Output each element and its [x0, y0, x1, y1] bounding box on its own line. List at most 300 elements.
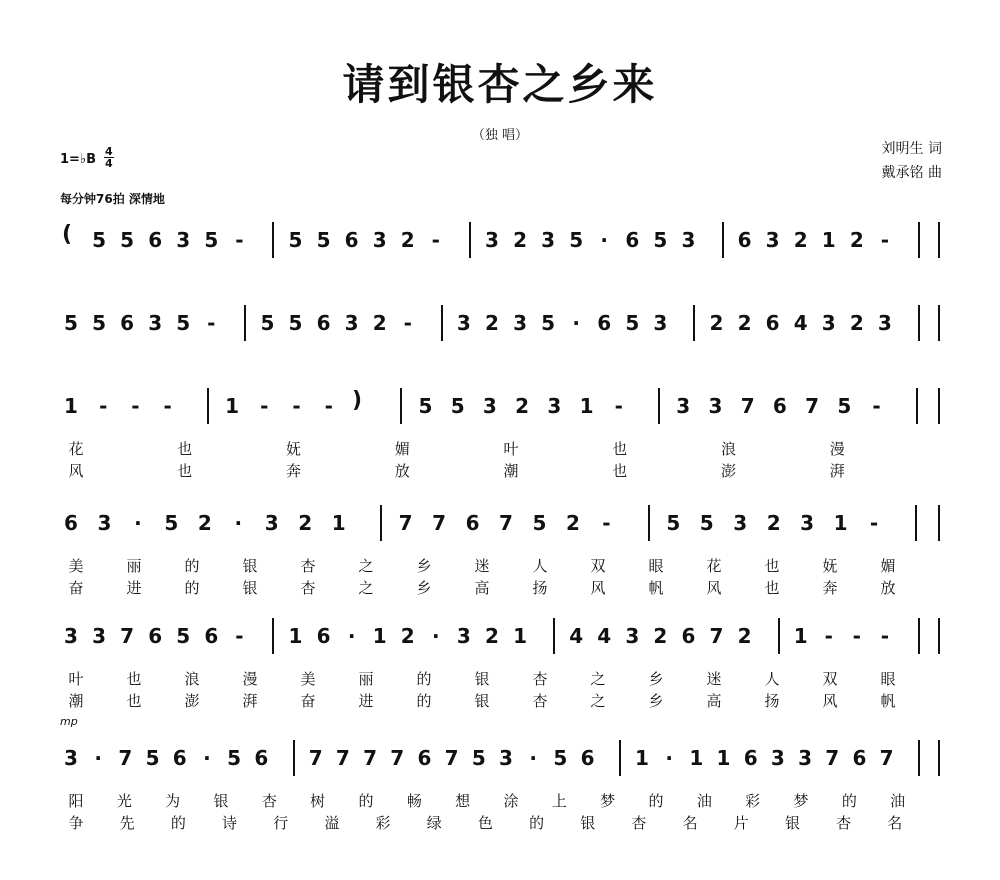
note: 1 — [689, 746, 704, 770]
barline — [918, 618, 920, 654]
sustain-dash: - — [872, 394, 881, 418]
system-end-barline — [938, 222, 940, 258]
note: 3 — [344, 311, 359, 335]
note: 5 — [625, 311, 640, 335]
sustain-dash: - — [852, 624, 861, 648]
sustain-dash: - — [880, 228, 890, 252]
augmentation-dot: · — [572, 311, 580, 335]
lyric-syllable: 澎 — [720, 462, 736, 480]
note: 6 — [681, 624, 696, 648]
lyric-syllable: 畅 — [406, 792, 422, 810]
barline — [722, 222, 724, 258]
lyric-syllable: 风 — [68, 462, 84, 480]
note: 1 — [513, 624, 527, 648]
note: 1 — [331, 511, 346, 535]
note: 2 — [484, 311, 499, 335]
note: 3 — [765, 228, 780, 252]
note: 5 — [666, 511, 681, 535]
note: 5 — [120, 228, 135, 252]
barline — [272, 222, 274, 258]
sustain-dash: - — [824, 624, 833, 648]
sustain-dash: - — [292, 394, 301, 418]
lyric-syllable: 银 — [784, 814, 800, 832]
note: 3 — [456, 624, 471, 648]
lyric-syllable: 的 — [184, 557, 200, 575]
barline — [380, 505, 382, 541]
sustain-dash: - — [99, 394, 108, 418]
note: 5 — [471, 746, 486, 770]
page-title: 请到银杏之乡来 — [342, 60, 658, 109]
note: 6 — [148, 228, 163, 252]
note: 3 — [482, 394, 497, 418]
lyric-syllable: 扬 — [532, 579, 548, 597]
lyric-syllable: 漫 — [829, 440, 845, 458]
barline — [553, 618, 555, 654]
lyric-syllable: 进 — [126, 579, 142, 597]
note: 6 — [852, 746, 867, 770]
note: 3 — [264, 511, 279, 535]
note: 6 — [743, 746, 758, 770]
sustain-dash: - — [431, 228, 440, 252]
lyric-syllable: 乡 — [648, 692, 664, 710]
lyric-syllable: 涂 — [503, 792, 519, 810]
lyric-syllable: 银 — [474, 670, 490, 688]
sustain-dash: - — [235, 624, 244, 648]
lyric-syllable: 乡 — [416, 557, 432, 575]
barline — [441, 305, 443, 341]
lyric-syllable: 放 — [394, 462, 410, 480]
composer: 戴承铭 曲 — [881, 165, 942, 181]
lyric-syllable: 先 — [119, 814, 135, 832]
system-end-barline — [938, 305, 940, 341]
note: 5 — [92, 311, 107, 335]
note: 7 — [363, 746, 378, 770]
note: 7 — [398, 511, 413, 535]
note: 5 — [653, 228, 668, 252]
lyric-syllable: 眼 — [880, 670, 896, 688]
lyric-syllable: 妩 — [285, 440, 301, 458]
note: 1 — [372, 624, 387, 648]
note: 5 — [450, 394, 465, 418]
lyric-syllable: 扬 — [764, 692, 780, 710]
meter-bottom: 4 — [105, 157, 113, 170]
lyric-syllable: 片 — [733, 814, 749, 832]
note: 7 — [118, 746, 133, 770]
barline — [915, 505, 917, 541]
lyric-syllable: 双 — [590, 557, 606, 575]
note: 2 — [849, 311, 864, 335]
lyric-syllable: 上 — [551, 792, 567, 810]
note: 7 — [499, 511, 513, 535]
note: 5 — [204, 228, 219, 252]
note: 5 — [227, 746, 242, 770]
barline — [272, 618, 274, 654]
lyric-syllable: 也 — [764, 557, 780, 575]
barline — [918, 222, 920, 258]
lyric-syllable: 澎 — [184, 692, 200, 710]
lyric-syllable: 妩 — [822, 557, 838, 575]
note: 4 — [597, 624, 612, 648]
sustain-dash: - — [324, 394, 333, 418]
note: 2 — [400, 624, 415, 648]
note: 3 — [541, 228, 556, 252]
sustain-dash: - — [131, 394, 140, 418]
note: 3 — [821, 311, 836, 335]
note: 5 — [418, 394, 433, 418]
note: 3 — [456, 311, 471, 335]
lyric-syllable: 花 — [68, 440, 84, 458]
note: 6 — [765, 311, 780, 335]
lyric-syllable: 眼 — [648, 557, 664, 575]
note: 5 — [176, 624, 191, 648]
note: 5 — [553, 746, 568, 770]
lyric-syllable: 梦 — [600, 792, 616, 810]
lyric-syllable: 溢 — [324, 814, 340, 832]
lyric-syllable: 梦 — [793, 792, 809, 810]
note: 6 — [417, 746, 432, 770]
lyric-syllable: 叶 — [68, 670, 84, 688]
lyric-syllable: 也 — [612, 462, 628, 480]
note: 5 — [569, 228, 584, 252]
note: 4 — [793, 311, 808, 335]
note: 3 — [372, 228, 387, 252]
note: 6 — [172, 746, 187, 770]
note: 3 — [176, 228, 191, 252]
lyric-syllable: 也 — [126, 670, 142, 688]
note: 7 — [308, 746, 323, 770]
note: 6 — [344, 228, 359, 252]
note: 7 — [879, 746, 894, 770]
note: 3 — [64, 746, 78, 770]
lyric-syllable: 光 — [116, 792, 132, 810]
note: 3 — [625, 624, 640, 648]
lyric-syllable: 名 — [887, 814, 903, 832]
lyric-syllable: 油 — [696, 792, 712, 810]
lyric-syllable: 为 — [165, 792, 181, 810]
lyric-syllable: 杏 — [300, 579, 316, 597]
lyric-syllable: 奔 — [822, 579, 838, 597]
note: 1 — [225, 394, 240, 418]
note: 6 — [204, 624, 219, 648]
lyric-syllable: 银 — [474, 692, 490, 710]
note: 3 — [97, 511, 112, 535]
lyric-syllable: 花 — [706, 557, 722, 575]
note: 6 — [625, 228, 640, 252]
lyric-syllable: 阳 — [68, 792, 84, 810]
note: 5 — [541, 311, 556, 335]
lyric-syllable: 银 — [242, 557, 258, 575]
system-end-barline — [938, 618, 940, 654]
lyric-syllable: 浪 — [184, 670, 200, 688]
note: 5 — [699, 511, 714, 535]
barline — [648, 505, 650, 541]
lyric-syllable: 想 — [455, 792, 471, 810]
note: 3 — [92, 624, 107, 648]
lyric-syllable: 也 — [177, 462, 193, 480]
note: 2 — [653, 624, 668, 648]
note: 6 — [465, 511, 480, 535]
lyric-syllable: 奋 — [68, 579, 84, 597]
lyric-syllable: 名 — [682, 814, 698, 832]
lyric-syllable: 也 — [764, 579, 780, 597]
augmentation-dot: · — [203, 746, 211, 770]
lyric-syllable: 的 — [170, 814, 186, 832]
lyric-syllable: 之 — [590, 670, 606, 688]
lyric-syllable: 潮 — [503, 462, 519, 480]
note: 7 — [805, 394, 820, 418]
note: 3 — [877, 311, 892, 335]
sustain-dash: - — [614, 394, 623, 418]
lyric-syllable: 媚 — [394, 440, 410, 458]
note: 7 — [825, 746, 840, 770]
barline — [619, 740, 621, 776]
note: 6 — [316, 624, 331, 648]
note: 3 — [733, 511, 748, 535]
note: 2 — [565, 511, 580, 535]
note: 7 — [444, 746, 459, 770]
sustain-dash: - — [602, 511, 611, 535]
lyric-syllable: 杏 — [631, 814, 647, 832]
lyric-syllable: 银 — [213, 792, 229, 810]
lyric-syllable: 行 — [273, 814, 289, 832]
lyric-syllable: 风 — [822, 692, 838, 710]
note: 6 — [737, 228, 752, 252]
lyric-syllable: 绿 — [426, 814, 442, 832]
lyric-syllable: 帆 — [648, 579, 664, 597]
lyric-syllable: 的 — [358, 792, 374, 810]
augmentation-dot: · — [234, 511, 243, 535]
note: 2 — [737, 624, 752, 648]
repeat-paren: ( — [62, 222, 73, 247]
lyric-syllable: 杏 — [300, 557, 316, 575]
key-signature: 1=♭B — [60, 152, 96, 167]
note: 2 — [515, 394, 530, 418]
repeat-paren: ) — [352, 388, 363, 413]
lyric-syllable: 也 — [177, 440, 193, 458]
lyric-syllable: 的 — [841, 792, 857, 810]
lyric-syllable: 双 — [822, 670, 838, 688]
note: 3 — [770, 746, 785, 770]
note: 2 — [766, 511, 781, 535]
note: 7 — [432, 511, 447, 535]
note: 1 — [833, 511, 848, 535]
note: 2 — [793, 228, 808, 252]
meter-top: 4 — [105, 145, 113, 158]
lyric-syllable: 之 — [590, 692, 606, 710]
note: 2 — [849, 228, 864, 252]
note: 7 — [390, 746, 405, 770]
lyric-syllable: 也 — [126, 692, 142, 710]
note: 2 — [400, 228, 415, 252]
barline — [916, 388, 918, 424]
sustain-dash: - — [235, 228, 244, 252]
note: 3 — [798, 746, 813, 770]
note: 2 — [298, 511, 313, 535]
lyric-syllable: 奋 — [300, 692, 316, 710]
note: 5 — [64, 311, 78, 335]
score-system — [58, 740, 940, 880]
augmentation-dot: · — [529, 746, 537, 770]
system-end-barline — [938, 505, 940, 541]
note: 2 — [737, 311, 752, 335]
lyric-syllable: 湃 — [829, 462, 845, 480]
lyric-syllable: 人 — [764, 670, 780, 688]
lyric-syllable: 迷 — [706, 670, 722, 688]
note: 2 — [197, 511, 212, 535]
barline — [918, 740, 920, 776]
lyric-syllable: 银 — [242, 579, 258, 597]
lyric-syllable: 风 — [590, 579, 606, 597]
note: 2 — [484, 624, 499, 648]
lyric-syllable: 的 — [529, 814, 545, 832]
lyric-syllable: 杏 — [532, 692, 548, 710]
sustain-dash: - — [207, 311, 216, 335]
barline — [207, 388, 209, 424]
barline — [293, 740, 295, 776]
lyric-syllable: 的 — [416, 670, 432, 688]
note: 3 — [681, 228, 696, 252]
lyricist: 刘明生 词 — [881, 141, 942, 157]
tempo-marking: 每分钟76拍 深情地 — [60, 192, 165, 206]
note: 4 — [569, 624, 584, 648]
augmentation-dot: · — [665, 746, 673, 770]
lyric-syllable: 诗 — [222, 814, 238, 832]
sustain-dash: - — [869, 511, 879, 535]
note: 6 — [254, 746, 269, 770]
barline — [244, 305, 246, 341]
augmentation-dot: · — [347, 624, 356, 648]
note: 3 — [708, 394, 723, 418]
note: 5 — [176, 311, 191, 335]
note: 3 — [64, 624, 78, 648]
lyric-syllable: 的 — [416, 692, 432, 710]
lyric-syllable: 的 — [648, 792, 664, 810]
lyric-syllable: 的 — [184, 579, 200, 597]
lyric-syllable: 杏 — [532, 670, 548, 688]
sustain-dash: - — [403, 311, 412, 335]
lyric-syllable: 美 — [68, 557, 84, 575]
note: 3 — [547, 394, 562, 418]
note: 7 — [335, 746, 350, 770]
dynamic-marking: mp — [60, 715, 78, 728]
note: 1 — [288, 624, 303, 648]
barline — [693, 305, 695, 341]
lyric-syllable: 油 — [890, 792, 906, 810]
barline — [778, 618, 780, 654]
note: 5 — [532, 511, 547, 535]
lyric-syllable: 风 — [706, 579, 722, 597]
note: 3 — [484, 228, 499, 252]
credits — [882, 137, 942, 185]
lyric-syllable: 媚 — [880, 557, 896, 575]
lyric-syllable: 进 — [358, 692, 374, 710]
note: 1 — [821, 228, 836, 252]
note: 7 — [120, 624, 135, 648]
note: 3 — [653, 311, 668, 335]
note: 6 — [772, 394, 787, 418]
note: 5 — [316, 228, 331, 252]
augmentation-dot: · — [94, 746, 102, 770]
note: 2 — [372, 311, 387, 335]
lyric-syllable: 人 — [532, 557, 548, 575]
lyric-syllable: 乡 — [416, 579, 432, 597]
lyric-syllable: 银 — [580, 814, 596, 832]
lyric-syllable: 之 — [358, 557, 374, 575]
lyric-syllable: 放 — [880, 579, 896, 597]
note: 6 — [580, 746, 595, 770]
note: 5 — [260, 311, 275, 335]
barline — [469, 222, 471, 258]
lyric-syllable: 丽 — [358, 670, 374, 688]
lyric-syllable: 争 — [68, 814, 84, 832]
time-signature — [104, 146, 114, 169]
lyric-syllable: 彩 — [745, 792, 761, 810]
lyric-syllable: 彩 — [375, 814, 391, 832]
note: 5 — [145, 746, 160, 770]
lyric-syllable: 漫 — [242, 670, 258, 688]
lyric-syllable: 之 — [358, 579, 374, 597]
system-end-barline — [938, 740, 940, 776]
note: 1 — [634, 746, 649, 770]
lyric-syllable: 浪 — [720, 440, 736, 458]
system-end-barline — [938, 388, 940, 424]
lyric-syllable: 色 — [477, 814, 493, 832]
note: 3 — [499, 746, 513, 770]
note: 1 — [579, 394, 594, 418]
note: 5 — [837, 394, 852, 418]
augmentation-dot: · — [432, 624, 440, 648]
lyric-syllable: 奔 — [285, 462, 301, 480]
score-system — [58, 618, 940, 758]
lyric-syllable: 湃 — [242, 692, 258, 710]
note: 2 — [513, 228, 527, 252]
lyric-syllable: 高 — [706, 692, 722, 710]
note: 6 — [316, 311, 331, 335]
note: 3 — [148, 311, 163, 335]
lyric-syllable: 迷 — [474, 557, 490, 575]
lyric-syllable: 丽 — [126, 557, 142, 575]
lyric-syllable: 高 — [474, 579, 490, 597]
augmentation-dot: · — [134, 511, 142, 535]
barline — [400, 388, 402, 424]
sustain-dash: - — [163, 394, 172, 418]
barline — [918, 305, 920, 341]
note: 7 — [709, 624, 724, 648]
note: 3 — [800, 511, 815, 535]
note: 7 — [740, 394, 755, 418]
note: 5 — [92, 228, 107, 252]
note: 1 — [716, 746, 731, 770]
note: 6 — [64, 511, 78, 535]
note: 3 — [676, 394, 691, 418]
lyric-syllable: 杏 — [836, 814, 852, 832]
lyric-syllable: 叶 — [503, 440, 519, 458]
sustain-dash: - — [260, 394, 269, 418]
augmentation-dot: · — [600, 228, 609, 252]
note: 5 — [164, 511, 179, 535]
note: 1 — [793, 624, 808, 648]
performance-note: （独 唱） — [471, 128, 529, 143]
note: 5 — [288, 228, 303, 252]
lyric-syllable: 杏 — [261, 792, 277, 810]
note: 6 — [120, 311, 135, 335]
lyric-syllable: 帆 — [880, 692, 896, 710]
note: 2 — [709, 311, 724, 335]
sustain-dash: - — [880, 624, 890, 648]
lyric-syllable: 乡 — [648, 670, 664, 688]
note: 3 — [513, 311, 527, 335]
lyric-syllable: 也 — [612, 440, 628, 458]
